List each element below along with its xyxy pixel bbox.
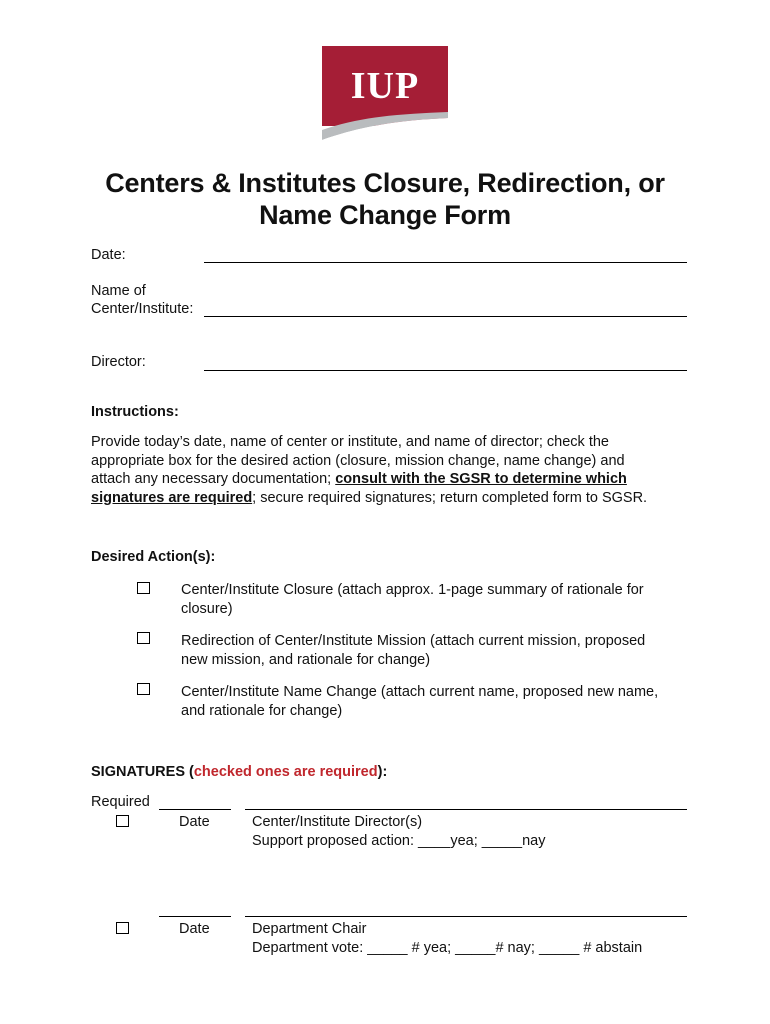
instructions-line-2: appropriate box for the desired action (closure, mission change, name change) and (91, 452, 625, 469)
logo-text: IUP (350, 65, 420, 107)
chair-date-label: Date (179, 921, 210, 937)
action-name-change (181, 683, 658, 720)
iup-logo (322, 46, 448, 146)
director-title: Center/Institute Director(s) (252, 814, 423, 830)
title-line-2: Name Change Form (259, 200, 511, 230)
instructions-line-1: Provide today’s date, name of center or institute, and name of director; check the (91, 434, 609, 450)
action-closure-line-2: closure) (181, 600, 233, 617)
name-change-checkbox[interactable] (137, 683, 150, 695)
director-signature-line[interactable] (245, 809, 687, 810)
director-required-checkbox[interactable] (116, 815, 129, 827)
actions-heading: Desired Action(s): (91, 549, 216, 565)
action-name-change-line-2: and rationale for change) (181, 702, 343, 719)
director-label: Director: (91, 354, 146, 370)
instructions-emphasis-2: signatures are required (91, 489, 253, 506)
signatures-heading-start: SIGNATURES ( (91, 764, 194, 780)
signatures-heading-required: checked ones are required (193, 764, 378, 780)
center-name-label-line-2: Center/Institute: (91, 301, 194, 317)
director-field[interactable] (204, 370, 687, 371)
instructions-line-4-text: ; secure required signatures; return completed form to SGSR. (252, 489, 648, 506)
redirection-checkbox[interactable] (137, 632, 150, 644)
signatures-heading (91, 763, 387, 782)
instructions-line-4 (91, 489, 711, 508)
instructions-heading: Instructions: (91, 404, 179, 420)
date-field[interactable] (204, 262, 687, 263)
chair-date-line[interactable] (159, 916, 231, 917)
action-redirection-line-1: Redirection of Center/Institute Mission (attach current mission, proposed (181, 633, 646, 649)
action-closure (181, 581, 644, 618)
required-label: Required (91, 794, 150, 810)
signatures-heading-end: ): (377, 764, 388, 780)
center-name-label-line-1: Name of (91, 283, 146, 299)
chair-title: Department Chair (252, 921, 367, 937)
date-label: Date: (91, 247, 126, 263)
director-date-line[interactable] (159, 809, 231, 810)
instructions-line-3 (91, 470, 711, 489)
chair-vote: Department vote: _____ # yea; _____# nay; _____ # abstain (252, 939, 643, 956)
action-redirection-line-2: new mission, and rationale for change) (181, 651, 431, 668)
instructions-text (91, 433, 711, 507)
chair-required-checkbox[interactable] (116, 922, 129, 934)
action-redirection (181, 632, 645, 669)
page-title (0, 167, 770, 231)
instructions-emphasis-1: consult with the SGSR to determine which (335, 471, 627, 487)
chair-signature-line[interactable] (245, 916, 687, 917)
action-closure-line-1: Center/Institute Closure (attach approx. 1-page summary of rationale for (181, 582, 644, 598)
closure-checkbox[interactable] (137, 582, 150, 594)
instructions-line-3-text: attach any necessary documentation; (91, 471, 336, 487)
center-name-field[interactable] (204, 316, 687, 317)
chair-signature-block (252, 920, 642, 957)
director-signature-block (252, 813, 545, 850)
title-line-1: Centers & Institutes Closure, Redirection, or (105, 168, 665, 198)
director-date-label: Date (179, 814, 210, 830)
director-vote: Support proposed action: ____yea; _____nay (252, 832, 546, 849)
action-name-change-line-1: Center/Institute Name Change (attach current name, proposed new name, (181, 684, 659, 700)
